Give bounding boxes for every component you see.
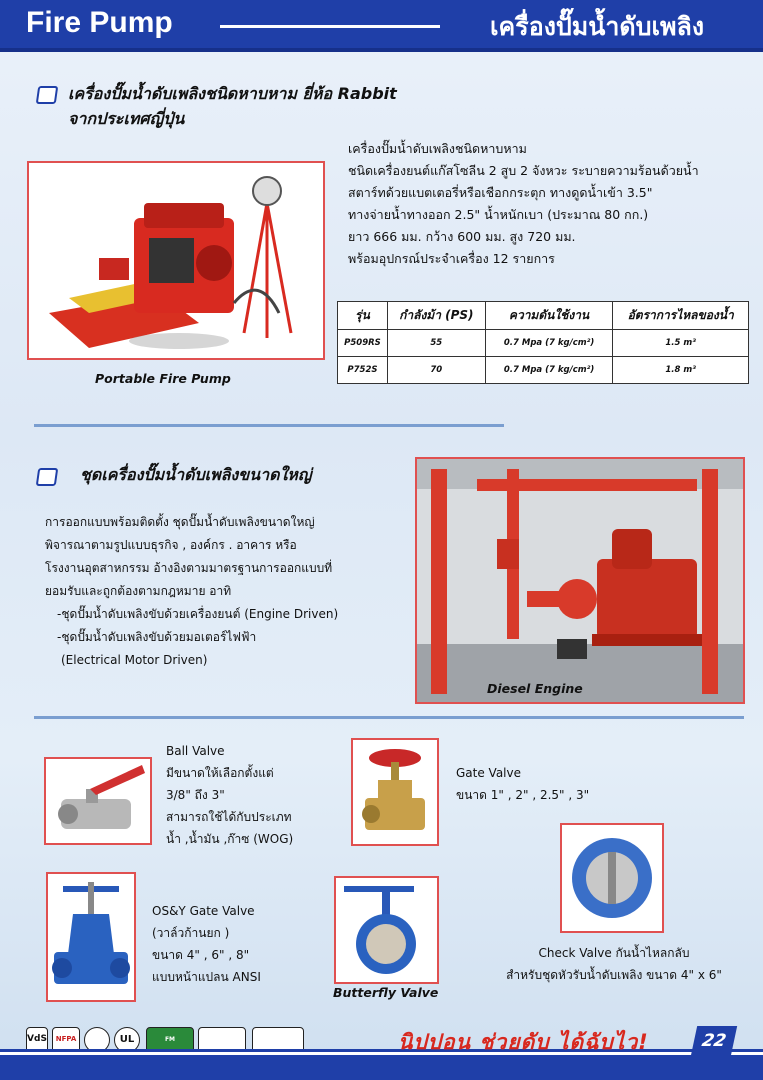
- table-cell: 0.7 Mpa (7 kg/cm²): [485, 330, 613, 357]
- check-valve-text: [494, 942, 734, 986]
- spec-line: พร้อมอุปกรณ์ประจำเครื่อง 12 รายการ: [348, 251, 555, 266]
- standard-logo: [252, 1027, 304, 1053]
- valve-line: น้ำ ,น้ำมัน ,ก๊าซ (WOG): [166, 832, 294, 846]
- valve-line: 3/8" ถึง 3": [166, 788, 225, 802]
- vds-logo: VdS: [26, 1027, 48, 1053]
- section-divider: [34, 424, 504, 427]
- pump-spec-table: [337, 301, 749, 384]
- fm-approved-logo: FM: [146, 1027, 194, 1053]
- diesel-engine-caption: Diesel Engine: [487, 681, 583, 696]
- check-valve-illustration: [562, 825, 662, 931]
- section1-title-line2: จากประเทศญี่ปุ่น: [68, 109, 185, 128]
- valve-line: สามารถใช้ได้กับประเภท: [166, 810, 292, 824]
- valve-line: OS&Y Gate Valve: [152, 904, 255, 918]
- section-checkbox-icon: [36, 468, 59, 486]
- header-title-en: Fire Pump: [26, 6, 173, 39]
- standard-logo: [198, 1027, 246, 1053]
- portable-fire-pump-photo: [27, 161, 325, 360]
- spec-line: ทางจ่ายน้ำทางออก 2.5" น้ำหนักเบา (ประมาณ 80 กก.): [348, 207, 649, 222]
- certification-logo: [84, 1027, 110, 1053]
- butterfly-valve-photo: [334, 876, 439, 984]
- table-cell: 1.8 m³: [613, 357, 749, 384]
- header-divider: [220, 25, 440, 28]
- check-valve-photo: [560, 823, 664, 933]
- body-line: การออกแบบพร้อมติดตั้ง ชุดปั๊มน้ำดับเพลิงขนาดใหญ่: [45, 515, 315, 529]
- valve-line: ขนาด 4" , 6" , 8": [152, 948, 250, 962]
- gate-valve-photo: [351, 738, 439, 846]
- header-title-th: เครื่องปั๊มน้ำดับเพลิง: [490, 12, 705, 41]
- section-divider: [34, 716, 744, 719]
- table-cell: P509RS: [338, 330, 388, 357]
- valve-line: Check Valve กันน้ำไหลกลับ: [538, 946, 690, 960]
- ball-valve-illustration: [46, 759, 150, 843]
- diesel-engine-photo: [415, 457, 745, 704]
- table-header-cell: รุ่น: [338, 302, 388, 330]
- butterfly-valve-illustration: [336, 878, 437, 982]
- spec-line: เครื่องปั๊มน้ำดับเพลิงชนิดหาบหาม: [348, 141, 527, 156]
- valve-line: Gate Valve: [456, 766, 522, 780]
- osy-gate-valve-photo: [46, 872, 136, 1002]
- spec-line: ยาว 666 มม. กว้าง 600 มม. สูง 720 มม.: [348, 229, 576, 244]
- valve-line: มีขนาดให้เลือกตั้งแต่: [166, 766, 274, 780]
- fire-pump-illustration: [29, 163, 323, 358]
- table-cell: 70: [387, 357, 485, 384]
- body-line: (Electrical Motor Driven): [61, 653, 208, 667]
- body-line: -ชุดปั๊มน้ำดับเพลิงขับด้วยเครื่องยนต์ (Engine Driven): [57, 607, 339, 621]
- ball-valve-text: [166, 740, 293, 850]
- table-cell: 55: [387, 330, 485, 357]
- table-cell: 1.5 m³: [613, 330, 749, 357]
- slogan: นิปปอน ช่วยดับ ได้ฉับไว!: [398, 1030, 649, 1054]
- gate-valve-illustration: [353, 740, 437, 844]
- gate-valve-text: [456, 762, 589, 806]
- portable-pump-specs: [348, 138, 699, 270]
- table-header-cell: ความดันใช้งาน: [485, 302, 613, 330]
- table-row: [338, 357, 749, 384]
- diesel-engine-illustration: [417, 459, 743, 702]
- spec-line: สตาร์ทด้วยแบตเตอรี่หรือเชือกกระตุก ทางดูดน้ำเข้า 3.5": [348, 185, 653, 200]
- nfpa-logo: NFPA: [52, 1027, 80, 1053]
- valve-line: ขนาด 1" , 2" , 2.5" , 3": [456, 788, 590, 802]
- osy-gate-valve-illustration: [48, 874, 134, 1000]
- spec-line: ชนิดเครื่องยนต์แก๊สโซลีน 2 สูบ 2 จังหวะ ระบายความร้อนด้วยน้ำ: [348, 163, 699, 178]
- ball-valve-photo: [44, 757, 152, 845]
- table-cell: P752S: [338, 357, 388, 384]
- section-checkbox-icon: [36, 86, 59, 104]
- table-row: [338, 330, 749, 357]
- portable-pump-caption: Portable Fire Pump: [95, 371, 231, 386]
- osy-gate-valve-text: [152, 900, 261, 988]
- valve-line: สำหรับชุดหัวรับน้ำดับเพลิง ขนาด 4" x 6": [506, 968, 722, 982]
- body-line: โรงงานอุตสาหกรรม อ้างอิงตามมาตรฐานการออกแบบที่: [45, 561, 333, 575]
- table-header-cell: อัตราการไหลของน้ำ: [613, 302, 749, 330]
- body-line: พิจารณาตามรูปแบบธุรกิจ , องค์กร . อาคาร หรือ: [45, 538, 297, 552]
- valve-line: แบบหน้าแปลน ANSI: [152, 970, 261, 984]
- table-header-row: [338, 302, 749, 330]
- body-line: ยอมรับและถูกต้องตามกฎหมาย อาทิ: [45, 584, 232, 598]
- page-number: 22: [691, 1026, 737, 1056]
- butterfly-valve-caption: Butterfly Valve: [333, 985, 439, 1000]
- valve-line: (วาล์วก้านยก ): [152, 926, 230, 940]
- section2-title: ชุดเครื่องปั๊มน้ำดับเพลิงขนาดใหญ่: [80, 465, 312, 484]
- section1-title-line1: เครื่องปั๊มน้ำดับเพลิงชนิดหาบหาม ยี่ห้อ Rabbit: [68, 84, 397, 103]
- valve-line: Ball Valve: [166, 744, 225, 758]
- section2-body: [45, 511, 338, 672]
- table-header-cell: กำลังม้า (PS): [387, 302, 485, 330]
- body-line: -ชุดปั๊มน้ำดับเพลิงขับด้วยมอเตอร์ไฟฟ้า: [57, 630, 257, 644]
- table-cell: 0.7 Mpa (7 kg/cm²): [485, 357, 613, 384]
- ul-logo: UL: [114, 1027, 140, 1053]
